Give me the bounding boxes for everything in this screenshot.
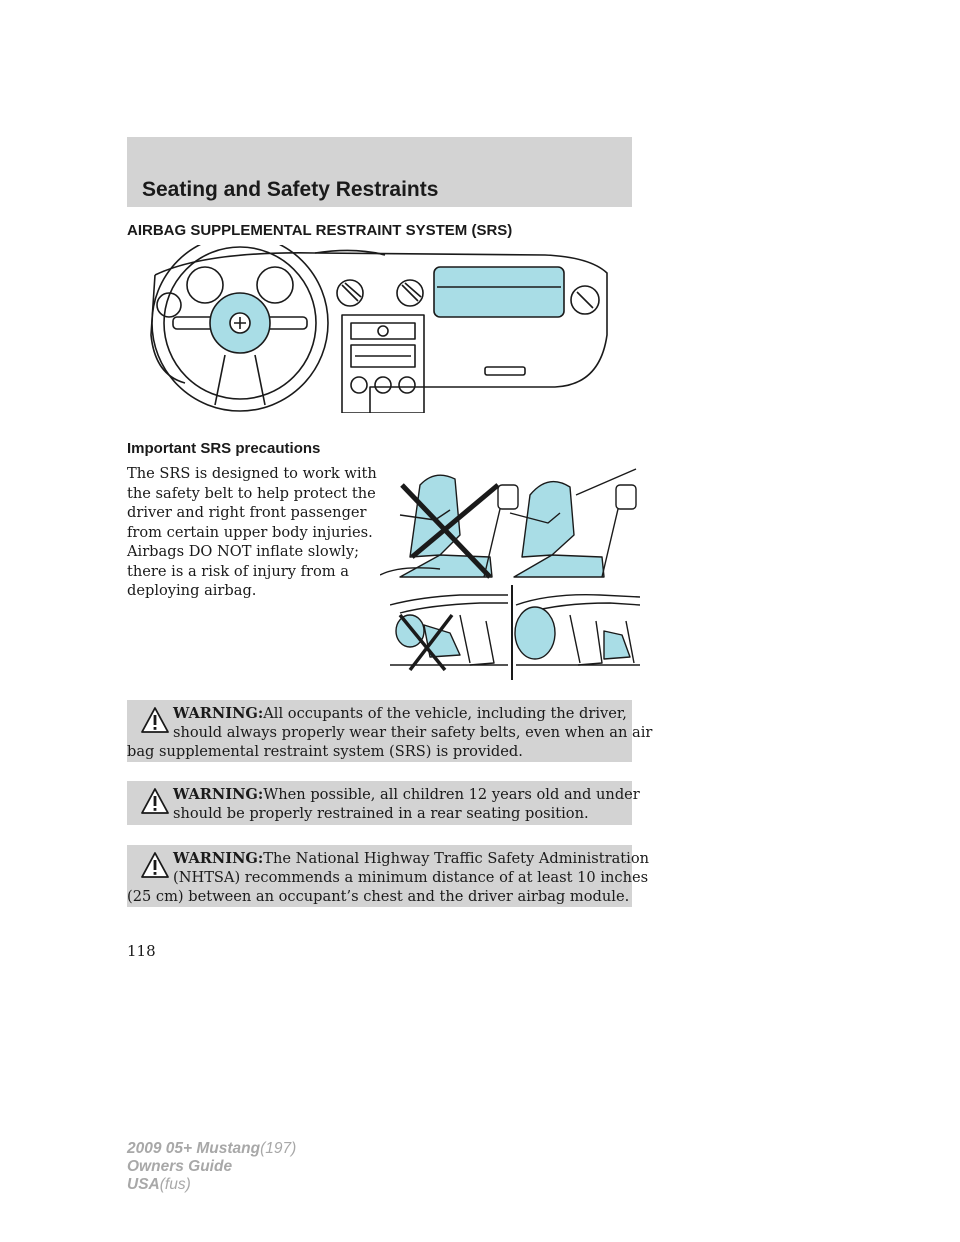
- footer-model: 2009 05+ Mustang: [127, 1140, 261, 1157]
- paragraph-line: The SRS is designed to work with: [127, 465, 377, 482]
- section-title: AIRBAG SUPPLEMENTAL RESTRAINT SYSTEM (SRS): [127, 222, 513, 239]
- footer-region-code: (fus): [159, 1176, 191, 1193]
- occupant-position-illustration: [380, 465, 640, 583]
- paragraph-line: Airbags DO NOT inflate slowly;: [127, 543, 360, 560]
- warning-triangle-icon: [140, 706, 170, 734]
- warning-text: The National Highway Traffic Safety Administration: [263, 850, 650, 867]
- footer-line: [127, 1140, 296, 1158]
- footer-guide: Owners Guide: [127, 1158, 233, 1175]
- warning-triangle-icon: [140, 787, 170, 815]
- footer-line: [127, 1158, 296, 1176]
- paragraph-line: deploying airbag.: [127, 582, 257, 599]
- footer-model-code: (197): [260, 1140, 297, 1157]
- page-header-title: Seating and Safety Restraints: [142, 178, 439, 201]
- warning-label: WARNING:: [173, 705, 264, 722]
- warning-line: bag supplemental restraint system (SRS) is provided.: [127, 743, 523, 760]
- dashboard-airbag-illustration: [145, 245, 615, 413]
- warning-text: When possible, all children 12 years old and under: [263, 786, 640, 803]
- paragraph-line: driver and right front passenger: [127, 504, 367, 521]
- paragraph-line: from certain upper body injuries.: [127, 523, 373, 541]
- warning-line: (NHTSA) recommends a minimum distance of at least 10 inches: [173, 869, 649, 886]
- footer-imprint: [127, 1140, 296, 1194]
- footer-region: USA: [127, 1176, 160, 1193]
- precautions-heading: Important SRS precautions: [127, 440, 321, 457]
- footer-line: [127, 1176, 296, 1194]
- warning-line: should always properly wear their safety belts, even when an air: [173, 724, 653, 741]
- warning-line: should be properly restrained in a rear seating position.: [173, 805, 589, 822]
- warning-label: WARNING:: [173, 786, 264, 803]
- page-number: 118: [127, 942, 156, 960]
- warning-text: All occupants of the vehicle, including the driver,: [263, 705, 627, 722]
- warning-line: [173, 849, 649, 869]
- warning-box: [127, 700, 653, 762]
- warning-box: [127, 845, 650, 907]
- paragraph-line: there is a risk of injury from a: [127, 562, 349, 580]
- warning-line: [173, 785, 640, 805]
- warning-line: (25 cm) between an occupant’s chest and the driver airbag module.: [127, 888, 630, 905]
- warning-label: WARNING:: [173, 850, 264, 867]
- paragraph-line: the safety belt to help protect the: [127, 484, 376, 502]
- child-seat-illustration: [390, 585, 640, 680]
- precautions-paragraph: [127, 464, 377, 601]
- warning-box: [127, 781, 640, 825]
- warning-triangle-icon: [140, 851, 170, 879]
- warning-line: [173, 704, 627, 724]
